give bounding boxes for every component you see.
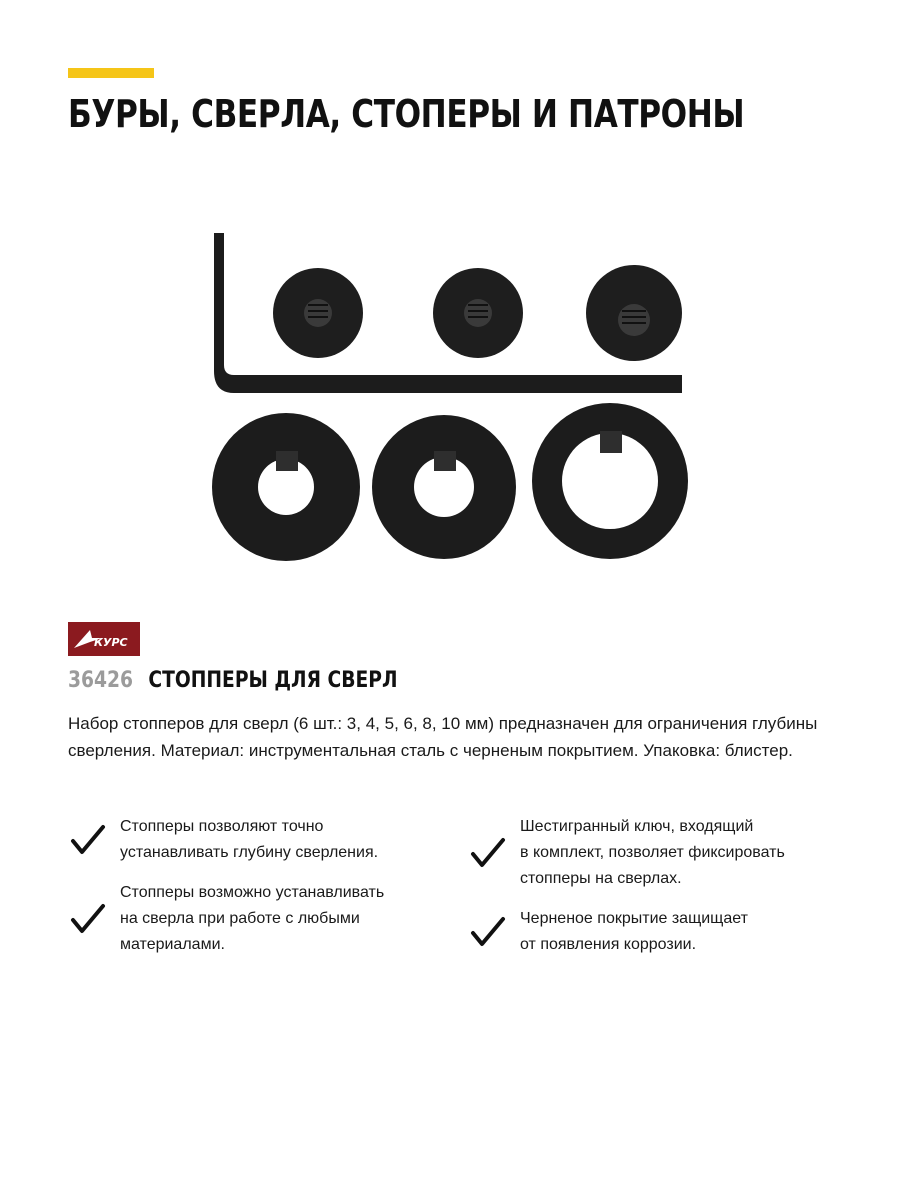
feature-line: Шестигранный ключ, входящий [520, 818, 754, 835]
feature-line: Черненое покрытие защищает [520, 910, 748, 927]
stopper-small-2 [433, 268, 523, 358]
feature-item [470, 814, 785, 892]
kurs-logo-icon [68, 622, 140, 656]
product-line [68, 668, 397, 693]
stopper-large-3 [532, 403, 688, 559]
product-description: Набор стопперов для сверл (6 шт.: 3, 4, 5, 6, 8, 10 мм) предназначен для ограничения глубины сверления. Материал: инструментальная сталь с черненым покрытием. Упаковка: блистер. [68, 714, 818, 760]
feature-item [470, 906, 748, 958]
feature-item [70, 814, 378, 866]
checkmark-icon [70, 901, 106, 937]
product-name: СТОППЕРЫ ДЛЯ СВЕРЛ [148, 668, 398, 693]
stopper-large-2 [372, 415, 516, 559]
feature-line: материалами. [120, 936, 225, 953]
logo-text: КУРС [94, 636, 128, 649]
stopper-small-3 [586, 265, 682, 361]
checkmark-icon [70, 822, 106, 858]
feature-line: от появления коррозии. [520, 936, 697, 953]
feature-line: устанавливать глубину сверления. [120, 844, 379, 861]
feature-line: Стопперы позволяют точно [120, 818, 324, 835]
stopper-large-1 [212, 413, 360, 561]
checkmark-icon [470, 914, 506, 950]
title-accent-bar [68, 68, 154, 78]
product-image [200, 225, 700, 605]
feature-line: Стопперы возможно устанавливать [120, 884, 385, 901]
stopper-small-1 [273, 268, 363, 358]
page-title: БУРЫ, СВЕРЛА, СТОПЕРЫ И ПАТРОНЫ [68, 92, 745, 136]
feature-line: в комплект, позволяет фиксировать [520, 844, 785, 861]
feature-line: стопперы на сверлах. [520, 870, 682, 887]
feature-line: на сверла при работе с любыми [120, 910, 360, 927]
checkmark-icon [470, 835, 506, 871]
feature-item [70, 880, 384, 958]
product-code: 36426 [68, 668, 134, 693]
